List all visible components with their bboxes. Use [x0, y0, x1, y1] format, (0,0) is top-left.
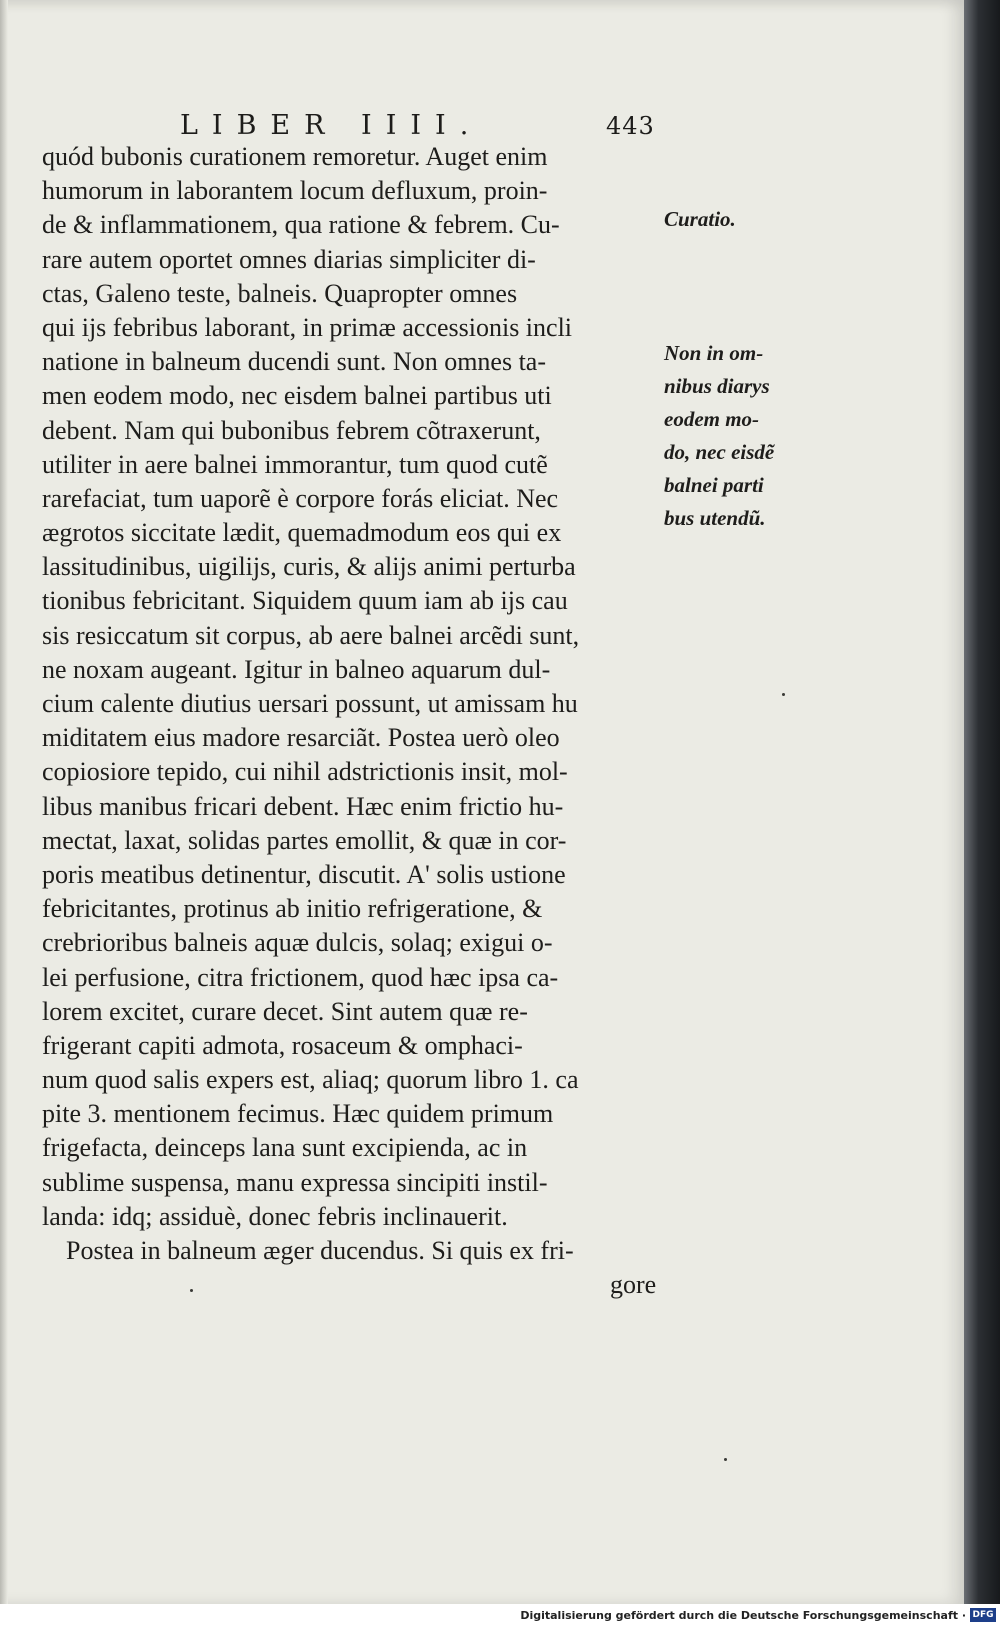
footer-bar	[0, 1604, 1000, 1627]
text-line: frigerant capiti admota, rosaceum & omphaci-	[42, 1030, 523, 1060]
text-line: crebrioribus balneis aquæ dulcis, solaq; exigui o-	[42, 928, 553, 958]
text-line: num quod salis expers est, aliaq; quorum libro 1. ca	[42, 1065, 579, 1095]
text-line: pite 3. mentionem fecimus. Hæc quidem primum	[42, 1099, 554, 1129]
marginal-note-curatio	[664, 203, 736, 236]
text-line: cium calente diutius uersari possunt, ut amissam hu	[42, 689, 578, 718]
page-gutter-shadow	[0, 0, 8, 1604]
text-line: tionibus febricitant. Siquidem quum iam ab ijs cau	[42, 586, 568, 616]
text-line: qui ijs febribus laborant, in primæ accessionis incli	[42, 312, 573, 342]
marginal-note-line: bus utendũ.	[664, 506, 766, 530]
text-line: rare autem oportet omnes diarias simpliciter di-	[42, 244, 536, 274]
ink-speck	[782, 693, 785, 696]
text-line: utiliter in aere balnei immorantur, tum quod cutẽ	[42, 449, 548, 479]
text-line: ctas, Galeno teste, balneis. Quapropter omnes	[42, 278, 518, 308]
text-line: ne noxam augeant. Igitur in balneo aquarum dul-	[42, 654, 551, 684]
text-line: mectat, laxat, solidas partes emollit, & quæ in cor-	[42, 825, 567, 855]
marginal-note-line: Curatio.	[664, 207, 736, 231]
running-head: LIBER IIII.	[180, 110, 483, 141]
ink-speck	[190, 1289, 193, 1292]
scanner-edge	[964, 0, 1000, 1604]
marginal-note-line: do, nec eisdẽ	[664, 440, 775, 464]
text-line: Postea in balneum æger ducendus. Si quis ex fri-	[66, 1236, 574, 1265]
text-line: lassitudinibus, uigilijs, curis, & alijs animi perturba	[42, 552, 576, 582]
text-line: miditatem eius madore resarciãt. Postea uerò oleo	[42, 723, 560, 753]
text-line: sublime suspensa, manu expressa sincipiti instil-	[42, 1167, 548, 1197]
marginal-note-line: nibus diarys	[664, 374, 770, 398]
text-line: de & inflammationem, qua ratione & febrem. Cu-	[42, 210, 560, 240]
text-line: copiosiore tepido, cui nihil adstrictionis insit, mol-	[42, 757, 568, 787]
text-line: sis resiccatum sit corpus, ab aere balnei arcẽdi sunt,	[42, 620, 580, 650]
text-line: natione in balneum ducendi sunt. Non omnes ta-	[42, 347, 547, 377]
page-number: 443	[606, 112, 655, 140]
funding-credit: Digitalisierung gefördert durch die Deutsche Forschungsgemeinschaft ·	[520, 1609, 966, 1622]
text-line: men eodem modo, nec eisdem balnei partibus uti	[42, 381, 552, 411]
marginal-note-diarys	[664, 337, 774, 535]
text-line: humorum in laborantem locum defluxum, proin-	[42, 176, 548, 206]
marginal-note-line: Non in om-	[664, 341, 764, 365]
text-line: debent. Nam qui bubonibus febrem cõtraxerunt,	[42, 415, 541, 445]
text-line: ægrotos siccitate lædit, quemadmodum eos qui ex	[42, 518, 562, 548]
body-text	[42, 140, 682, 1302]
marginal-note-line: balnei parti	[664, 473, 764, 497]
text-line: febricitantes, protinus ab initio refrigeratione, &	[42, 894, 543, 924]
text-line: landa: idq; assiduè, donec febris inclinauerit.	[42, 1201, 508, 1231]
text-line: quód bubonis curationem remoretur. Auget enim	[42, 142, 548, 171]
text-line: frigefacta, deinceps lana sunt excipienda, ac in	[42, 1133, 528, 1163]
text-line: libus manibus fricari debent. Hæc enim frictio hu-	[42, 791, 564, 821]
text-line: poris meatibus detinentur, discutit. A' solis ustione	[42, 859, 566, 889]
marginal-note-line: eodem mo-	[664, 407, 760, 431]
text-line: lorem excitet, curare decet. Sint autem quæ re-	[42, 996, 528, 1026]
text-line: lei perfusione, citra frictionem, quod hæc ipsa ca-	[42, 962, 559, 992]
catchword: gore	[610, 1270, 657, 1300]
ink-speck	[724, 1458, 727, 1461]
dfg-logo-icon: DFG	[970, 1608, 996, 1622]
text-line: rarefaciat, tum uaporẽ è corpore forás eliciat. Nec	[42, 483, 559, 513]
